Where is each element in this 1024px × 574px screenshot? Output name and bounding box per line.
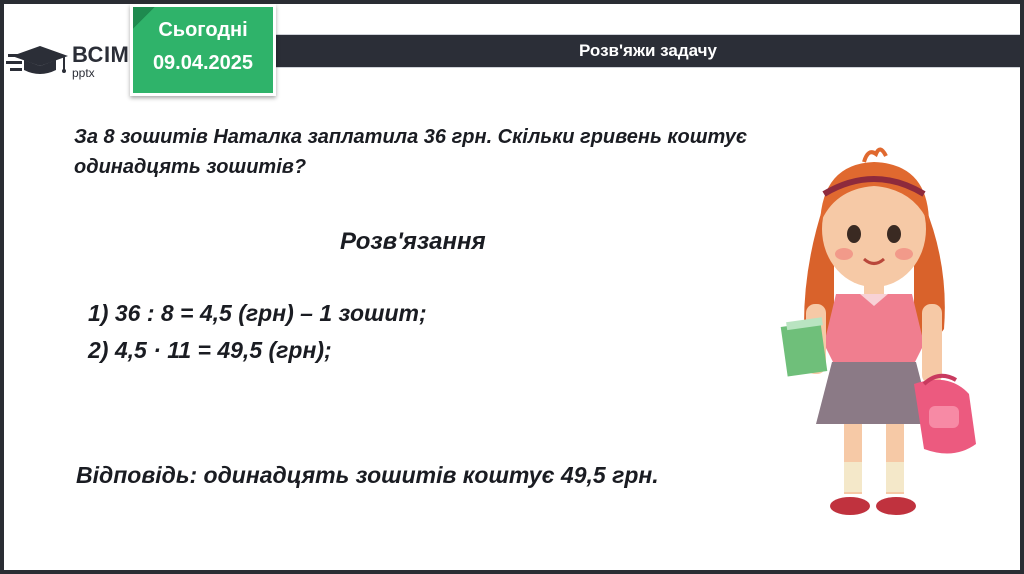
solution-step-1: 1) 36 : 8 = 4,5 (грн) – 1 зошит;: [88, 300, 427, 326]
date-value: 09.04.2025: [152, 52, 254, 74]
graduation-cap-icon: [6, 40, 70, 84]
slide: [4, 4, 1020, 570]
solution-heading: Розв'язання: [340, 228, 486, 255]
header-title: Розв'яжи задачу: [579, 41, 717, 60]
date-badge: [130, 4, 276, 96]
girl-illustration: [764, 144, 984, 534]
solution-step-2: 2) 4,5 · 11 = 49,5 (грн);: [88, 337, 332, 363]
logo: [6, 40, 128, 84]
problem-text: За 8 зошитів Наталка заплатила 36 грн. Скільки гривень коштує одинадцять зошитів?: [74, 126, 748, 178]
date-label: Сьогодні: [158, 19, 248, 41]
logo-brand: ВСІМ: [72, 42, 130, 67]
answer-text: Відповідь: одинадцять зошитів коштує 49,5 грн.: [76, 462, 659, 488]
logo-sub: pptx: [72, 66, 95, 80]
header-bar: [276, 34, 1020, 68]
